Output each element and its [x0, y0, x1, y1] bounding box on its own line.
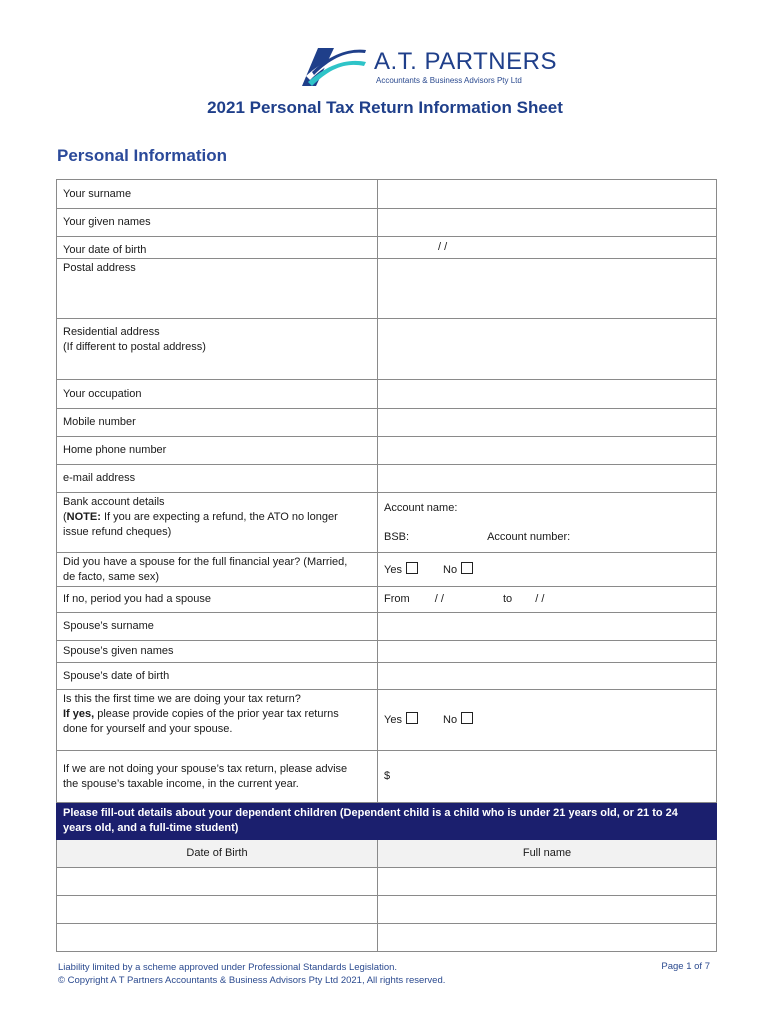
- label-bank-paren: (: [63, 511, 67, 523]
- row-home-phone: [57, 437, 717, 465]
- children-banner-row: [57, 803, 717, 840]
- row-first-time: [57, 690, 717, 751]
- label-first-time-line2: [63, 707, 371, 722]
- label-spouse-question-line1: Did you have a spouse for the full financial year? (Married,: [63, 556, 348, 568]
- row-spouse-dob: [57, 663, 717, 690]
- label-spouse-dob: Spouse’s date of birth: [57, 663, 378, 690]
- row-spouse-given: [57, 641, 717, 663]
- checkbox-spouse-yes[interactable]: [406, 562, 418, 574]
- logo-subtitle: Accountants & Business Advisors Pty Ltd: [376, 76, 522, 85]
- label-first-time-no: No: [443, 714, 458, 726]
- label-first-time: [57, 690, 378, 751]
- footer-copyright: © Copyright A T Partners Accountants & Business Advisors Pty Ltd 2021, All rights reserved.: [58, 975, 446, 986]
- label-bank-line1: Bank account details: [63, 496, 165, 508]
- checkbox-first-time-yes[interactable]: [406, 712, 418, 724]
- label-spouse-question-line2: de facto, same sex): [63, 571, 159, 583]
- row-dob: [57, 237, 717, 259]
- label-spouse-income-line1: If we are not doing your spouse’s tax return, please advise: [63, 762, 348, 775]
- label-spouse-yes: Yes: [384, 563, 402, 576]
- label-residential: [57, 319, 378, 380]
- page-number: Page 1 of 7: [661, 961, 710, 972]
- footer-legal: [58, 961, 445, 987]
- row-spouse-surname: [57, 613, 717, 641]
- child-dob-cell[interactable]: [57, 896, 378, 924]
- document-title: 2021 Personal Tax Return Information Sheet: [207, 98, 563, 117]
- children-banner: [57, 803, 717, 840]
- logo-swoosh-icon: [298, 42, 368, 90]
- label-if-yes: If yes,: [63, 708, 95, 720]
- col-header-dob: Date of Birth: [57, 840, 378, 868]
- input-bank[interactable]: [378, 493, 717, 553]
- label-spouse-income: [57, 751, 378, 803]
- label-spouse-no: No: [443, 563, 458, 576]
- row-occupation: [57, 380, 717, 409]
- logo-name: A.T. PARTNERS: [374, 48, 557, 75]
- input-spouse-income[interactable]: $: [378, 751, 717, 803]
- section-title: Personal Information: [57, 146, 228, 165]
- label-spouse-given: Spouse’s given names: [57, 641, 378, 663]
- label-spouse-surname: Spouse’s surname: [57, 613, 378, 641]
- input-residential[interactable]: [378, 319, 717, 380]
- input-home-phone[interactable]: [378, 437, 717, 465]
- label-dob: Your date of birth: [57, 237, 378, 259]
- label-bank-note: NOTE:: [66, 511, 101, 523]
- row-residential: [57, 319, 717, 380]
- child-dob-cell[interactable]: [57, 868, 378, 896]
- input-postal[interactable]: [378, 259, 717, 319]
- children-row: [57, 896, 717, 924]
- input-spouse-surname[interactable]: [378, 613, 717, 641]
- row-bank: [57, 493, 717, 553]
- personal-info-table: [56, 179, 717, 952]
- children-header-row: [57, 840, 717, 868]
- company-logo: [298, 42, 557, 90]
- label-account-name: Account name:: [384, 502, 458, 514]
- label-bank-line2: [63, 510, 371, 525]
- checkbox-first-time-no[interactable]: [461, 712, 473, 724]
- label-first-time-yes: Yes: [384, 714, 402, 726]
- spouse-yes-no: [378, 553, 717, 587]
- input-occupation[interactable]: [378, 380, 717, 409]
- input-email[interactable]: [378, 465, 717, 493]
- label-account-number: Account number:: [487, 531, 571, 543]
- to-date-slashes: / /: [535, 593, 545, 605]
- label-spouse-period: If no, period you had a spouse: [57, 587, 378, 613]
- label-mobile: Mobile number: [57, 409, 378, 437]
- input-dob[interactable]: / /: [378, 237, 717, 259]
- child-name-cell[interactable]: [378, 896, 717, 924]
- label-spouse-income-line2: the spouse’s taxable income, in the current year.: [63, 777, 299, 790]
- from-date-slashes: / /: [434, 593, 444, 605]
- label-surname: Your surname: [57, 180, 378, 209]
- row-postal: [57, 259, 717, 319]
- label-first-time-line2-text: please provide copies of the prior year tax returns: [94, 708, 339, 720]
- child-name-cell[interactable]: [378, 868, 717, 896]
- label-bank: [57, 493, 378, 553]
- label-given-names: Your given names: [57, 209, 378, 237]
- footer-liability: Liability limited by a scheme approved under Professional Standards Legislation.: [58, 962, 398, 973]
- label-postal: Postal address: [57, 259, 378, 319]
- col-header-name: Full name: [378, 840, 717, 868]
- row-email: [57, 465, 717, 493]
- label-residential-line1: Residential address: [63, 326, 160, 338]
- child-name-cell[interactable]: [378, 924, 717, 952]
- label-bank-note-text: If you are expecting a refund, the ATO no longer: [100, 511, 338, 523]
- label-spouse-question: [57, 553, 378, 587]
- row-spouse-income: [57, 751, 717, 803]
- label-to: to: [502, 593, 513, 605]
- first-time-yes-no: [378, 690, 717, 751]
- input-surname[interactable]: [378, 180, 717, 209]
- checkbox-spouse-no[interactable]: [461, 562, 473, 574]
- input-spouse-given[interactable]: [378, 641, 717, 663]
- children-banner-line2: years old, and a full-time student): [63, 822, 239, 834]
- label-home-phone: Home phone number: [57, 437, 378, 465]
- input-spouse-dob[interactable]: [378, 663, 717, 690]
- row-surname: [57, 180, 717, 209]
- row-mobile: [57, 409, 717, 437]
- label-first-time-line1: Is this the first time we are doing your tax return?: [63, 693, 301, 705]
- row-given-names: [57, 209, 717, 237]
- children-banner-line1: Please fill-out details about your dependent children (Dependent child is a child who is under 21 years old, or 21 to 24: [63, 807, 678, 819]
- bank-bsb-row: [384, 530, 710, 545]
- child-dob-cell[interactable]: [57, 924, 378, 952]
- label-first-time-line3: done for yourself and your spouse.: [63, 723, 233, 735]
- children-row: [57, 868, 717, 896]
- input-mobile[interactable]: [378, 409, 717, 437]
- row-spouse-question: [57, 553, 717, 587]
- row-spouse-period: [57, 587, 717, 613]
- label-from: From: [384, 593, 410, 605]
- label-residential-line2: (If different to postal address): [63, 341, 206, 353]
- input-given-names[interactable]: [378, 209, 717, 237]
- label-occupation: Your occupation: [57, 380, 378, 409]
- label-email: e-mail address: [57, 465, 378, 493]
- children-row: [57, 924, 717, 952]
- label-bsb: BSB:: [384, 531, 410, 543]
- input-spouse-period[interactable]: [378, 587, 717, 613]
- label-bank-line3: issue refund cheques): [63, 526, 172, 538]
